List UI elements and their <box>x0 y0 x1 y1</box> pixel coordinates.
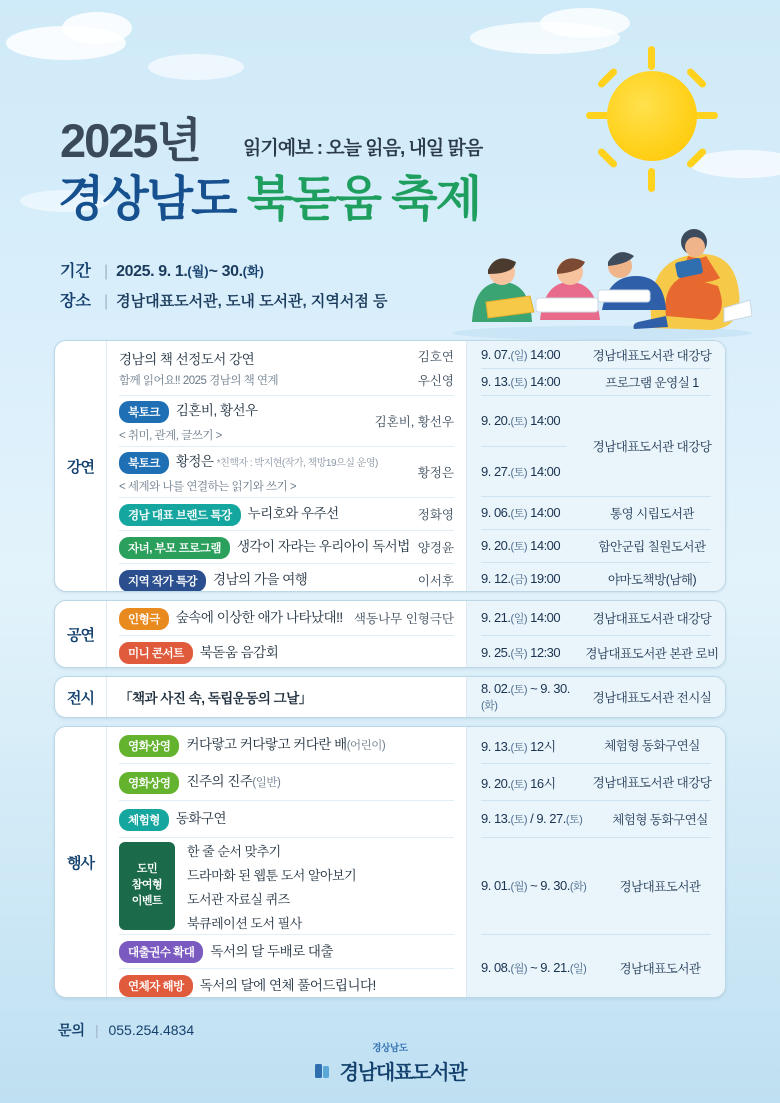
list-item[interactable] <box>107 498 466 530</box>
lecture-1-who: 김혼비, 황선우 <box>374 415 454 429</box>
list-item[interactable] <box>107 601 466 635</box>
lecture-0-who2: 우신영 <box>417 374 454 388</box>
lecture-2-name: 황정은 <box>175 454 214 470</box>
perf-0-who: 색동나무 인형극단 <box>353 612 454 626</box>
date: 9. 20. <box>481 775 511 791</box>
participation-label-line3: 이벤트 <box>131 894 163 907</box>
category-event: 행사 <box>55 727 107 997</box>
performance-left-list <box>107 601 467 667</box>
schedule-row <box>467 764 725 800</box>
schedule-row <box>467 447 585 496</box>
weekday-end: (화) <box>569 881 587 893</box>
event-1-sub: (일반) <box>252 777 281 790</box>
place: 경남대표도서관 대강당 <box>592 348 712 363</box>
exhibition-0-name: 「책과 사진 속, 독립운동의 그날」 <box>119 691 312 706</box>
date-range: ~ 9. 30. <box>526 681 570 696</box>
lecture-4-tag: 자녀, 부모 프로그램 <box>119 537 230 559</box>
event-2-name: 동화구연 <box>175 811 226 827</box>
list-item[interactable]: 도서관 자료실 퀴즈 <box>187 891 290 907</box>
lecture-0-who1: 김호연 <box>417 350 454 364</box>
lecture-2-tag: 북토크 <box>119 452 169 474</box>
logo-main-text: 경남대표도서관 <box>339 1062 467 1084</box>
event-left-list <box>107 727 467 997</box>
schedule-row <box>467 935 725 998</box>
date-b: / 9. 27. <box>526 811 566 826</box>
weekday: (토) <box>510 741 527 754</box>
time: 12시 <box>530 738 556 754</box>
meta-period: 기간 | 2025. 9. 1. (월) ~ 30. (화) <box>60 258 388 281</box>
weekday: (토) <box>510 466 527 479</box>
list-item[interactable] <box>107 935 466 968</box>
place: 체험형 동화구연실 <box>612 813 708 827</box>
time: 14:00 <box>530 413 561 428</box>
list-item[interactable]: 북큐레이션 도서 필사 <box>187 915 302 931</box>
place: 경남대표도서관 대강당 <box>592 612 712 626</box>
lecture-3-who: 정화영 <box>417 508 454 522</box>
place-value: 경남대표도서관, 도내 도서관, 지역서점 등 <box>116 293 388 310</box>
schedule-row <box>467 497 725 529</box>
people-reading-illustration <box>452 190 752 340</box>
time: 14:00 <box>530 538 561 553</box>
section-lecture <box>54 340 726 592</box>
date: 9. 13. <box>481 374 511 389</box>
exhibition-schedule <box>467 677 725 717</box>
schedule-row <box>467 727 725 763</box>
event-extra-1-tag: 연체자 해방 <box>119 975 193 997</box>
schedule-row <box>467 530 725 562</box>
schedule-row <box>467 563 725 592</box>
inquiry-label: 문의 <box>58 1022 86 1038</box>
page-title <box>58 160 480 229</box>
date: 9. 20. <box>481 538 511 553</box>
list-item[interactable] <box>107 447 466 497</box>
poster-header <box>0 0 780 340</box>
lecture-2-sub: < 세계와 나를 연결하는 읽기와 쓰기 > <box>119 480 297 493</box>
place: 경남대표도서관 대강당 <box>592 776 712 790</box>
time: 14:00 <box>530 610 561 625</box>
logo-top-text: 경상남도 <box>372 1043 408 1054</box>
lecture-5-tag: 지역 작가 특강 <box>119 570 206 592</box>
event-extra-0-tag: 대출권수 확대 <box>119 941 203 963</box>
weekday: (월) <box>510 963 527 975</box>
lecture-left-list <box>107 341 467 591</box>
date: 9. 07. <box>481 346 511 362</box>
weekday: (토) <box>510 416 527 428</box>
list-item[interactable] <box>107 636 466 668</box>
period-day2: (화) <box>242 264 264 279</box>
lecture-0-name: 경남의 책 선정도서 강연 <box>119 352 255 367</box>
weekday: (토) <box>510 508 527 520</box>
weekday-end: (일) <box>569 963 587 975</box>
event-1-tag: 영화상영 <box>119 772 179 794</box>
meta-place: 장소 | 경남대표도서관, 도내 도서관, 지역서점 등 <box>60 288 388 311</box>
date-range: ~ 9. 21. <box>526 960 570 975</box>
event-extra-1-name: 독서의 달에 연체 풀어드립니다! <box>199 977 376 993</box>
slogan: 읽기예보 : 오늘 읽음, 내일 맑음 <box>243 138 483 159</box>
perf-1-tag: 미니 콘서트 <box>119 642 193 664</box>
list-item[interactable] <box>107 969 466 998</box>
title-blue: 경상남도 <box>58 173 236 226</box>
lecture-2-who: 황정은 <box>417 466 454 480</box>
place: 경남대표도서관 <box>619 880 701 894</box>
weekday: (토) <box>510 377 527 389</box>
date: 9. 20. <box>481 413 511 428</box>
lecture-3-tag: 경남 대표 브랜드 특강 <box>119 504 241 526</box>
schedule-row <box>467 396 585 446</box>
page-title-year: 2025년 <box>60 114 200 167</box>
schedule-row <box>467 369 725 395</box>
library-logo <box>0 1040 780 1085</box>
schedule-row <box>467 601 725 635</box>
list-item[interactable] <box>107 396 466 446</box>
performance-schedule <box>467 601 725 667</box>
date: 9. 08. <box>481 960 511 975</box>
place: 경남대표도서관 <box>619 962 701 976</box>
weekday: (월) <box>510 881 527 893</box>
lecture-schedule <box>467 341 725 591</box>
place-grouped: 경남대표도서관 대강당 <box>592 440 712 454</box>
participation-items <box>183 838 466 934</box>
perf-1-name: 북돋움 음감회 <box>199 644 279 660</box>
schedule-row <box>467 677 725 717</box>
time: 14:00 <box>530 374 561 389</box>
section-event <box>54 726 726 998</box>
section-exhibition <box>54 676 726 718</box>
place: 경남대표도서관 전시실 <box>592 691 712 705</box>
lecture-1-tag: 북토크 <box>119 401 169 423</box>
event-0-tag: 영화상영 <box>119 735 179 757</box>
list-item[interactable]: 한 줄 순서 맞추기 <box>187 843 281 859</box>
weekday: (토) <box>510 684 527 696</box>
participation-label-line1: 도민 <box>136 863 158 876</box>
time: 14:00 <box>530 505 561 520</box>
date: 9. 13. <box>481 738 511 754</box>
category-performance: 공연 <box>55 601 107 667</box>
lecture-2-note: *친핵자 : 박지현(작가, 책방19으실 운영) <box>216 458 378 470</box>
weekday: (토) <box>510 778 527 791</box>
period-value: 2025. 9. 1. <box>116 263 188 280</box>
list-item[interactable] <box>107 564 466 592</box>
date: 9. 12. <box>481 571 511 586</box>
event-2-tag: 체험형 <box>119 809 169 831</box>
list-item[interactable]: 드라마화 된 웹툰 도서 알아보기 <box>187 867 357 883</box>
lecture-1-name: 김혼비, 황선우 <box>175 403 258 419</box>
section-performance <box>54 600 726 668</box>
lecture-3-name: 누리호와 우주선 <box>247 506 339 522</box>
date-range: ~ 9. 30. <box>526 878 570 893</box>
event-0-sub: (어린이) <box>346 740 386 753</box>
period-label: 기간 <box>60 263 91 280</box>
date: 9. 25. <box>481 644 511 660</box>
lecture-4-name: 생각이 자라는 우리아이 독서법 <box>236 539 410 555</box>
place: 프로그램 운영실 1 <box>605 376 699 390</box>
schedule-row <box>467 838 725 934</box>
time: 14:00 <box>530 463 561 479</box>
time: 14:00 <box>530 346 561 362</box>
participation-event-group <box>107 838 466 934</box>
time: 16시 <box>530 775 556 791</box>
perf-0-tag: 인형극 <box>119 608 169 630</box>
participation-label <box>119 842 175 930</box>
event-1-name: 진주의 진주 <box>186 774 253 790</box>
inquiry-value: 055.254.4834 <box>108 1022 195 1038</box>
schedule-row <box>467 801 725 837</box>
date: 9. 06. <box>481 505 511 520</box>
date: 9. 21. <box>481 610 511 625</box>
weekday: (목) <box>510 647 527 660</box>
list-item[interactable] <box>107 531 466 563</box>
weekday: (토) <box>510 814 527 826</box>
schedule-row <box>467 636 725 668</box>
weekday-b: (토) <box>565 814 583 826</box>
place: 야마도책방(남해) <box>607 573 697 587</box>
place: 함안군립 칠원도서관 <box>598 540 706 554</box>
exhibition-left-list <box>107 677 467 717</box>
list-item[interactable] <box>107 801 466 837</box>
category-exhibition: 전시 <box>55 677 107 717</box>
lecture-0-sub: 함께 읽어요!! 2025 경남의 책 연계 <box>119 375 279 387</box>
weekday: (토) <box>510 541 527 553</box>
weekday: (일) <box>510 349 527 362</box>
list-item[interactable] <box>107 677 466 717</box>
place: 체험형 동화구연실 <box>604 739 700 753</box>
lecture-5-who: 이서후 <box>417 574 454 588</box>
book-icon <box>314 1061 334 1081</box>
perf-0-name: 숲속에 이상한 애가 나타났대!! <box>175 610 343 626</box>
date: 9. 01. <box>481 878 511 893</box>
meta-block <box>60 258 388 318</box>
date: 9. 13. <box>481 811 511 826</box>
period-day1: (월) <box>187 264 209 279</box>
schedule-row <box>467 341 725 368</box>
place: 경남대표도서관 본관 로비 <box>585 646 719 661</box>
place-label: 장소 <box>60 293 91 310</box>
participation-label-line2: 참여형 <box>131 879 163 892</box>
event-extra-0-name: 독서의 달 두배로 대출 <box>210 943 333 959</box>
event-0-name: 커다랗고 커다랗고 커다란 배 <box>186 737 347 753</box>
list-item[interactable] <box>107 764 466 800</box>
title-green: 북돋움 축제 <box>246 173 481 226</box>
event-schedule <box>467 727 725 997</box>
category-lecture: 강연 <box>55 341 107 591</box>
time: 19:00 <box>530 571 561 586</box>
place: 통영 시립도서관 <box>610 507 694 521</box>
date: 8. 02. <box>481 681 511 696</box>
list-item[interactable] <box>107 341 466 395</box>
weekday: (금) <box>510 574 527 586</box>
lecture-1-sub: < 취미, 관계, 글쓰기 > <box>119 429 222 442</box>
lecture-4-who: 양경윤 <box>417 541 454 555</box>
time: 12:30 <box>530 644 561 660</box>
period-mid: ~ 30. <box>208 263 243 280</box>
weekday-end: (화) <box>481 700 498 712</box>
weekday: (일) <box>510 613 527 625</box>
date: 9. 27. <box>481 463 511 479</box>
inquiry-line: 문의 | 055.254.4834 <box>58 1022 195 1038</box>
list-item[interactable] <box>107 727 466 763</box>
lecture-5-name: 경남의 가을 여행 <box>213 572 308 588</box>
